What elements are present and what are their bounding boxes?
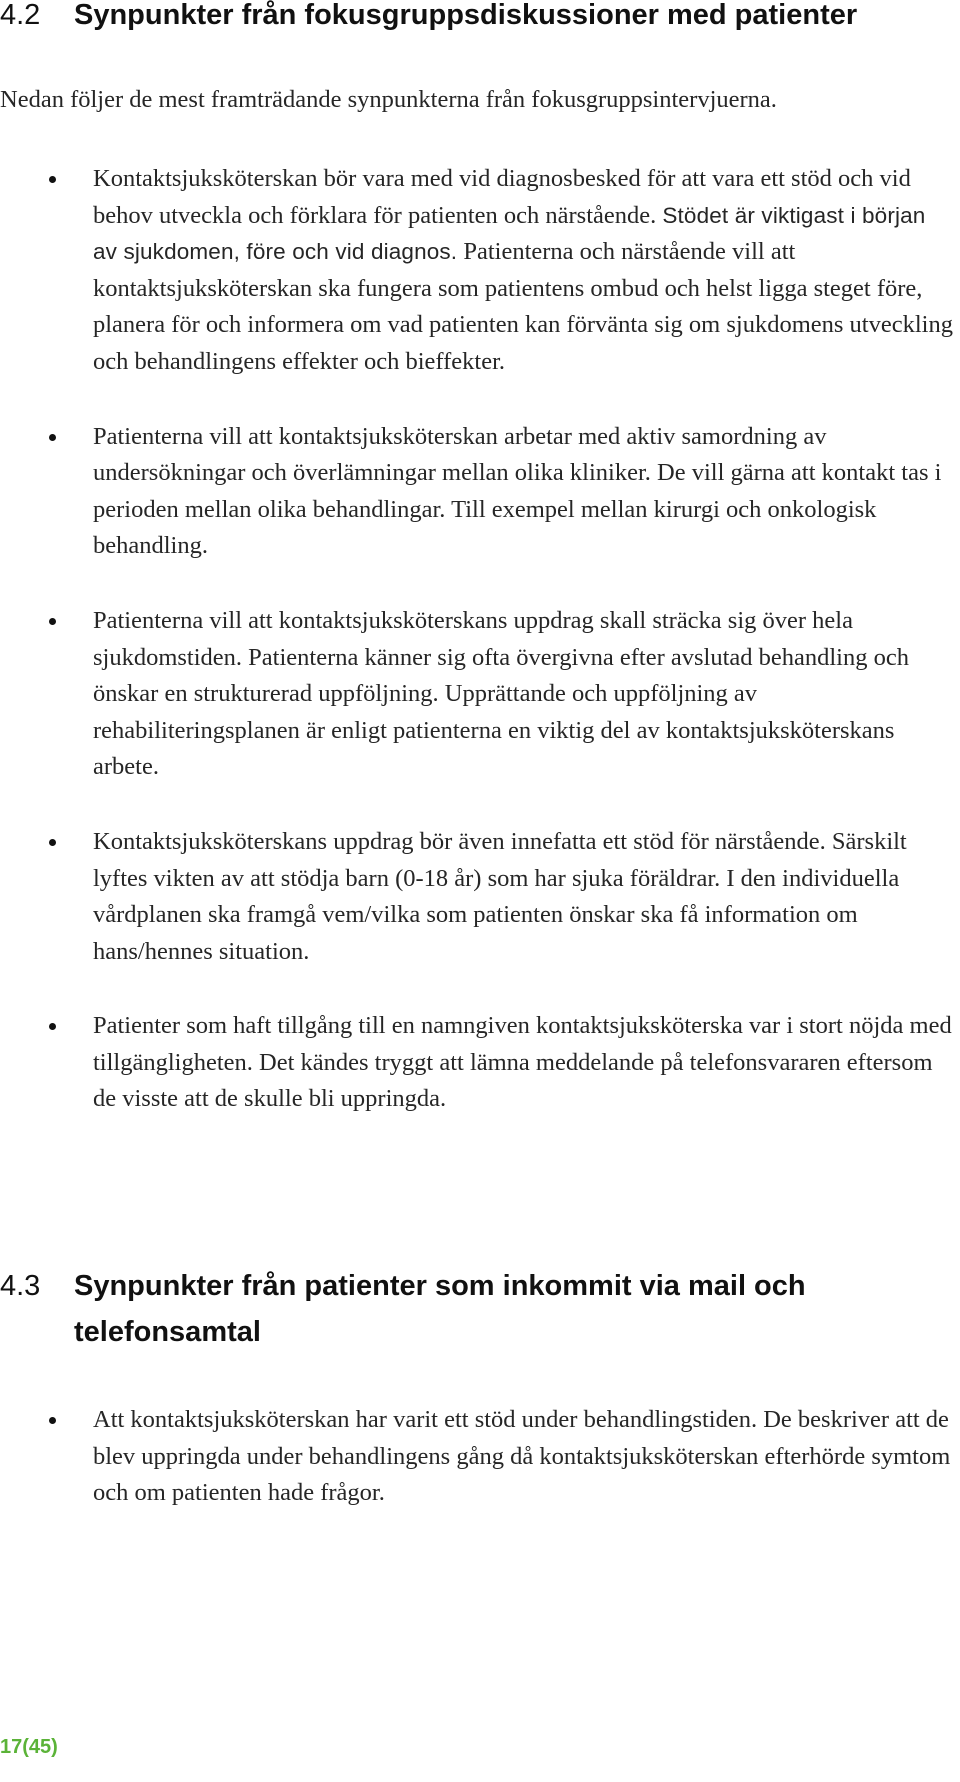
bullet-icon bbox=[49, 1023, 56, 1030]
list-item-text-sans: Stödet är viktigast i början av sjukdomen, före och vid diagnos. bbox=[93, 202, 926, 265]
section-title: Synpunkter från patienter som inkommit via mail och telefonsamtal bbox=[74, 1270, 806, 1348]
bullet-icon bbox=[49, 176, 56, 183]
list-item-text: Kontaktsjuksköterskan bör vara med vid diagnosbesked för att vara ett stöd och vid behov utveckla och förklara för patienten och närstående. bbox=[93, 165, 911, 229]
bullet-list-4-2 bbox=[0, 161, 960, 1156]
section-title: Synpunkter från fokusgruppsdiskussioner med patienter bbox=[74, 0, 858, 31]
section-number: 4.2 bbox=[0, 0, 41, 31]
list-item-text: Patienterna vill att kontaktsjuksköterskan arbetar med aktiv samordning av undersökningar och överlämningar mellan olika kliniker. De vill gärna att kontakt tas i perioden mellan olika behandlingar. Till exempel mellan kirurgi och onkologisk behandling. bbox=[93, 422, 942, 560]
list-item bbox=[0, 824, 953, 970]
bullet-list-4-3 bbox=[0, 1402, 960, 1512]
list-item-text: Att kontaktsjuksköterskan har varit ett stöd under behandlingstiden. De beskriver att de blev uppringda under behandlingens gång då kontaktsjuksköterskan efterhörde symtom och om patienten hade frågor. bbox=[93, 1406, 951, 1507]
intro-paragraph: Nedan följer de mest framträdande synpunkterna från fokusgruppsintervjuerna. bbox=[0, 86, 777, 113]
bullet-icon bbox=[49, 1417, 56, 1424]
list-item bbox=[0, 603, 953, 786]
page-current: 17 bbox=[0, 1736, 23, 1758]
bullet-icon bbox=[49, 618, 56, 625]
list-item bbox=[0, 1402, 953, 1512]
list-item bbox=[0, 419, 953, 565]
page-total: (45) bbox=[22, 1736, 58, 1758]
bullet-icon bbox=[49, 839, 56, 846]
bullet-icon bbox=[49, 434, 56, 441]
list-item bbox=[0, 1008, 953, 1118]
list-item-text: Patienter som haft tillgång till en namngiven kontaktsjuksköterska var i stort nöjda med tillgängligheten. Det kändes tryggt att lämna meddelande på telefonsvararen eftersom de visste att de skulle bli uppringda. bbox=[93, 1012, 952, 1113]
section-number: 4.3 bbox=[0, 1270, 41, 1302]
list-item-text: Patienterna vill att kontaktsjuksköterskans uppdrag skall sträcka sig över hela sjukdomstiden. Patienterna känner sig ofta övergivna efter avslutad behandling och önskar en strukturerad uppföljning. Upprättande och uppföljning av rehabiliteringsplanen är enligt patienterna en viktig del av kontaktsjuksköterskans arbete. bbox=[93, 606, 909, 781]
list-item-text: Patienterna och närstående vill att kontaktsjuksköterskan ska fungera som patientens ombud och helst ligga steget före, planera för och informera om vad patienten kan förvänta sig om sjukdomens utveckling och behandlingens effekter och bieffekter. bbox=[93, 238, 953, 375]
list-item bbox=[0, 161, 953, 381]
page-number bbox=[0, 1736, 58, 1759]
list-item-text: Kontaktsjuksköterskans uppdrag bör även innefatta ett stöd för närstående. Särskilt lyftes vikten av att stödja barn (0-18 år) som har sjuka föräldrar. I den individuella vårdplanen ska framgå vem/vilka som patienten önskar ska få information om hans/hennes situation. bbox=[93, 827, 907, 965]
